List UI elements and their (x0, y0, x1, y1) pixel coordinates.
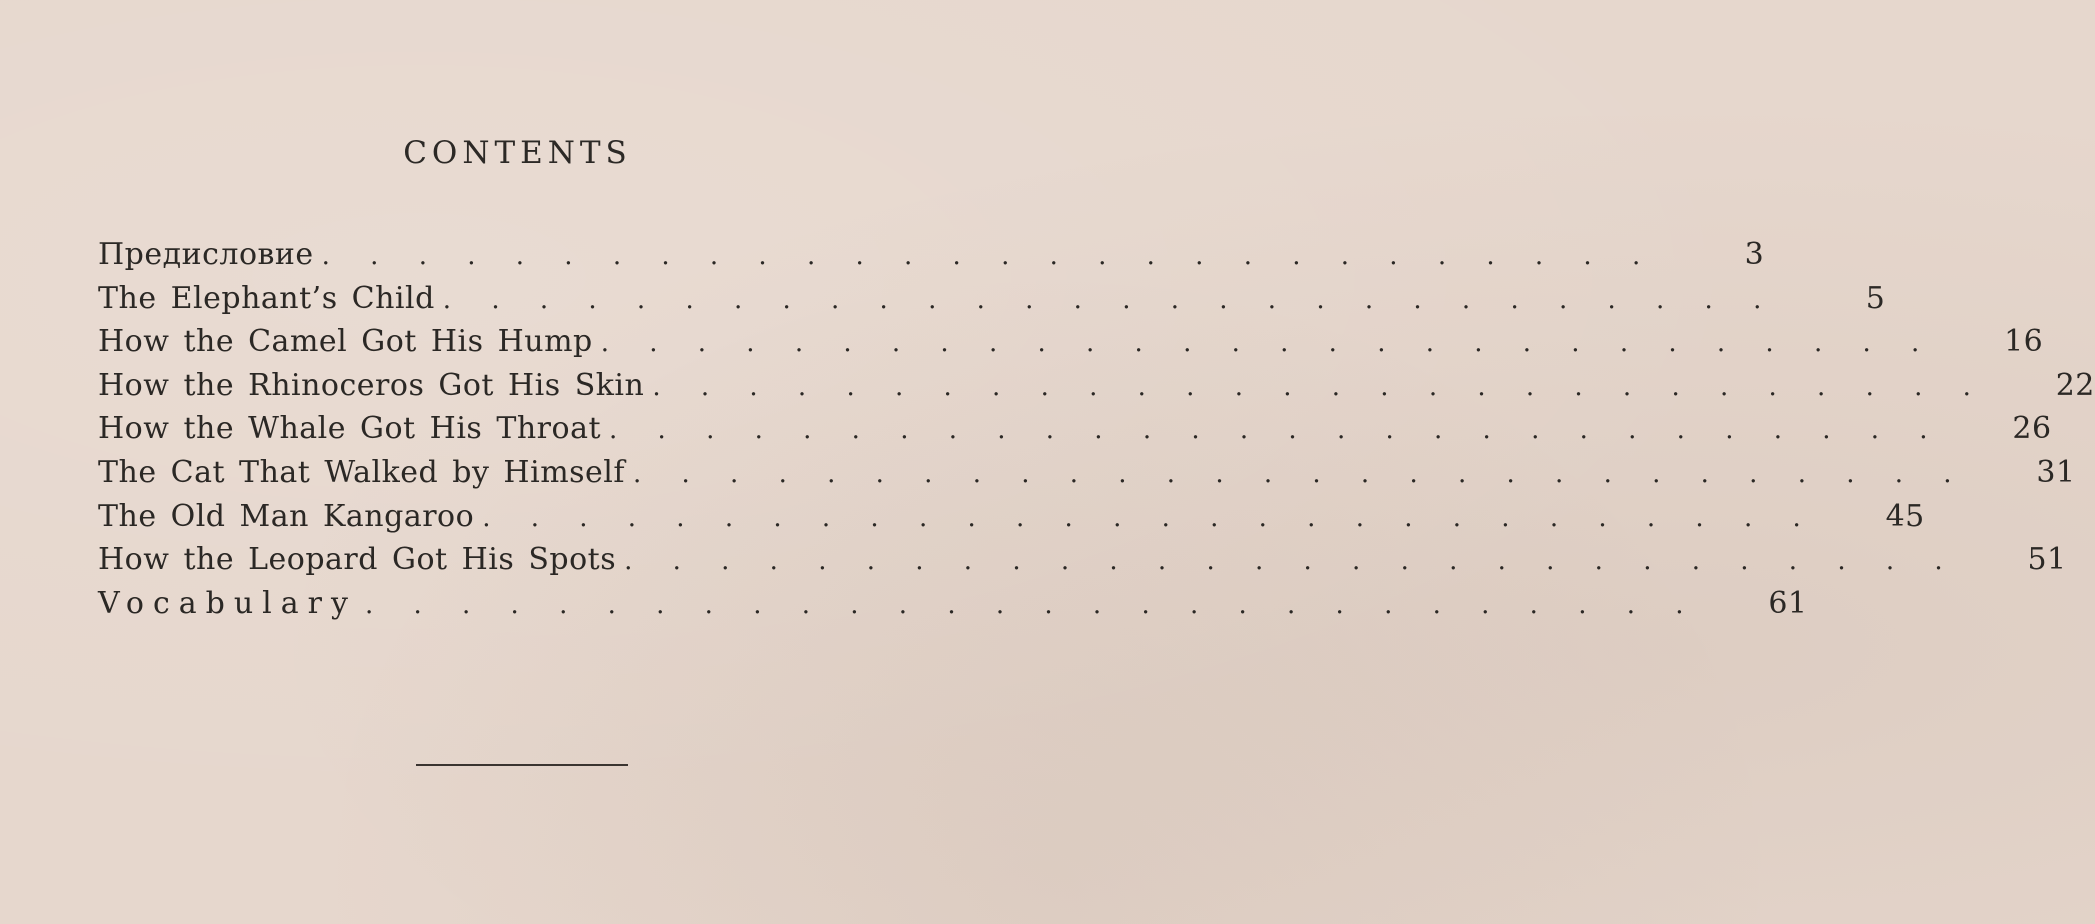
toc-entry-rhinoceros (98, 364, 2095, 408)
toc-page-number: 22 (2055, 367, 2095, 403)
contents-heading: CONTENTS (403, 135, 632, 171)
toc-entry-vocabulary (98, 582, 1808, 626)
dot-leader: . . . . . . . . . . . . . . . . . . . . . . . . . . . . (482, 502, 1815, 533)
dot-leader: . . . . . . . . . . . . . . . . . . . . . . . . . . . . (321, 241, 1655, 271)
toc-page-number: 26 (2012, 411, 2052, 447)
toc-entry-whale (98, 407, 2052, 451)
closing-rule-divider (416, 764, 628, 766)
dot-leader: . . . . . . . . . . . . . . . . . . . . . . . . . . . . (600, 328, 1934, 359)
toc-page-number: 5 (1865, 280, 1886, 316)
dot-leader: . . . . . . . . . . . . . . . . . . . . . . . . . . . . (652, 371, 1985, 402)
toc-entry-leopard (98, 538, 2067, 582)
toc-page-number: 51 (2027, 542, 2067, 578)
dot-leader: . . . . . . . . . . . . . . . . . . . . . . . . . . . . (442, 284, 1776, 315)
toc-entry-title: Vocabulary (98, 585, 357, 621)
toc-entry-title: How the Rhinoceros Got His Skin (98, 367, 645, 403)
toc-entry-elephants-child (98, 277, 1886, 321)
toc-page-number: 31 (2036, 454, 2076, 490)
table-of-contents (98, 233, 2095, 625)
toc-entry-title: Предисловие (98, 237, 314, 272)
toc-page-number: 16 (2004, 324, 2044, 360)
dot-leader: . . . . . . . . . . . . . . . . . . . . . . . . . . . . (632, 458, 1966, 489)
toc-page-number: 61 (1768, 585, 1808, 621)
dot-leader: . . . . . . . . . . . . . . . . . . . . . . . . . . . . (364, 589, 1698, 620)
toc-entry-camel (98, 320, 2044, 364)
dot-leader: . . . . . . . . . . . . . . . . . . . . . . . . . . . . (609, 415, 1942, 446)
toc-entry-cat (98, 451, 2076, 495)
toc-entry-title: The Old Man Kangaroo (98, 498, 475, 534)
toc-entry-title: The Cat That Walked by Himself (98, 454, 625, 490)
dot-leader: . . . . . . . . . . . . . . . . . . . . . . . . . . . . (624, 546, 1957, 577)
toc-entry-kangaroo (98, 495, 1925, 539)
toc-entry-title: How the Leopard Got His Spots (98, 542, 617, 578)
toc-entry-title: How the Whale Got His Throat (98, 411, 602, 447)
toc-page-number: 45 (1885, 498, 1925, 534)
toc-entry-preface (98, 233, 1765, 277)
toc-entry-title: How the Camel Got His Hump (98, 324, 593, 360)
toc-entry-title: The Elephant’s Child (98, 280, 435, 316)
toc-page-number: 3 (1744, 237, 1765, 272)
